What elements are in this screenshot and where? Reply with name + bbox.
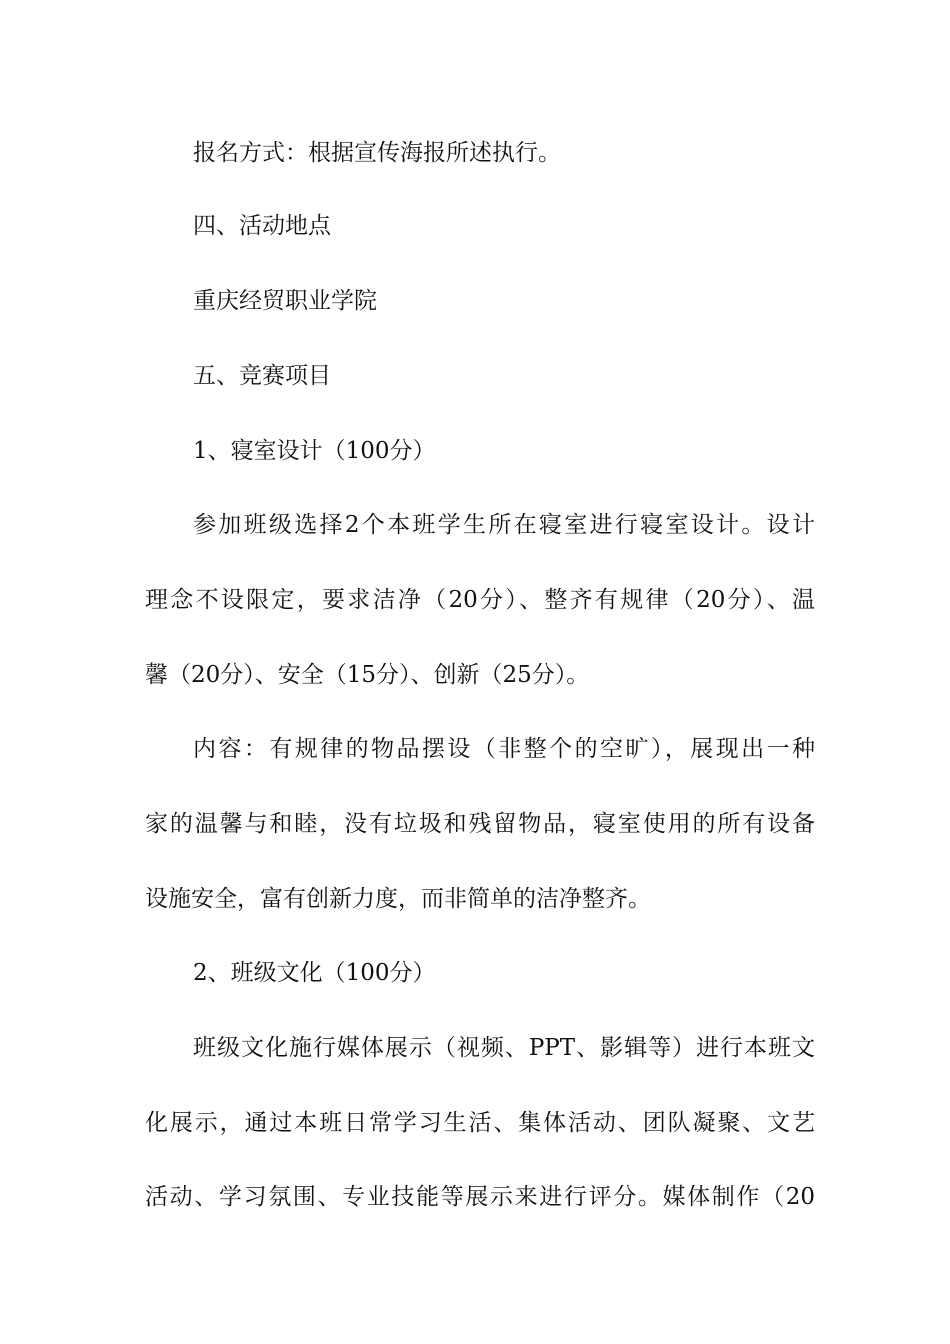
paragraph-class-culture-line1: 班级文化施行媒体展示（视频、PPT、影辑等）进行本班文 (193, 1035, 815, 1061)
paragraph-class-culture-line2: 化展示，通过本班日常学习生活、集体活动、团队凝聚、文艺 (145, 1110, 815, 1136)
paragraph-dorm-design-line2: 理念不设限定，要求洁净（20分）、整齐有规律（20分）、温 (145, 587, 815, 613)
paragraph-dorm-design-line1: 参加班级选择2个本班学生所在寝室进行寝室设计。设计 (193, 512, 815, 538)
heading-activity-location: 四、活动地点 (193, 213, 331, 239)
subheading-dorm-design: 1、寝室设计（100分） (193, 438, 436, 464)
paragraph-registration-method: 报名方式：根据宣传海报所述执行。 (193, 140, 561, 166)
paragraph-dorm-design-line3: 馨（20分）、安全（15分）、创新（25分）。 (145, 662, 590, 688)
subheading-class-culture: 2、班级文化（100分） (193, 960, 436, 986)
paragraph-class-culture-line3: 活动、学习氛围、专业技能等展示来进行评分。媒体制作（20 (145, 1184, 815, 1210)
heading-competition-items: 五、竞赛项目 (193, 363, 331, 389)
paragraph-content-line3: 设施安全，富有创新力度，而非简单的洁净整齐。 (145, 886, 651, 912)
paragraph-content-line2: 家的温馨与和睦，没有垃圾和残留物品，寝室使用的所有设备 (145, 811, 815, 837)
paragraph-location-name: 重庆经贸职业学院 (193, 288, 377, 314)
paragraph-content-line1: 内容：有规律的物品摆设（非整个的空旷），展现出一种 (193, 736, 815, 762)
